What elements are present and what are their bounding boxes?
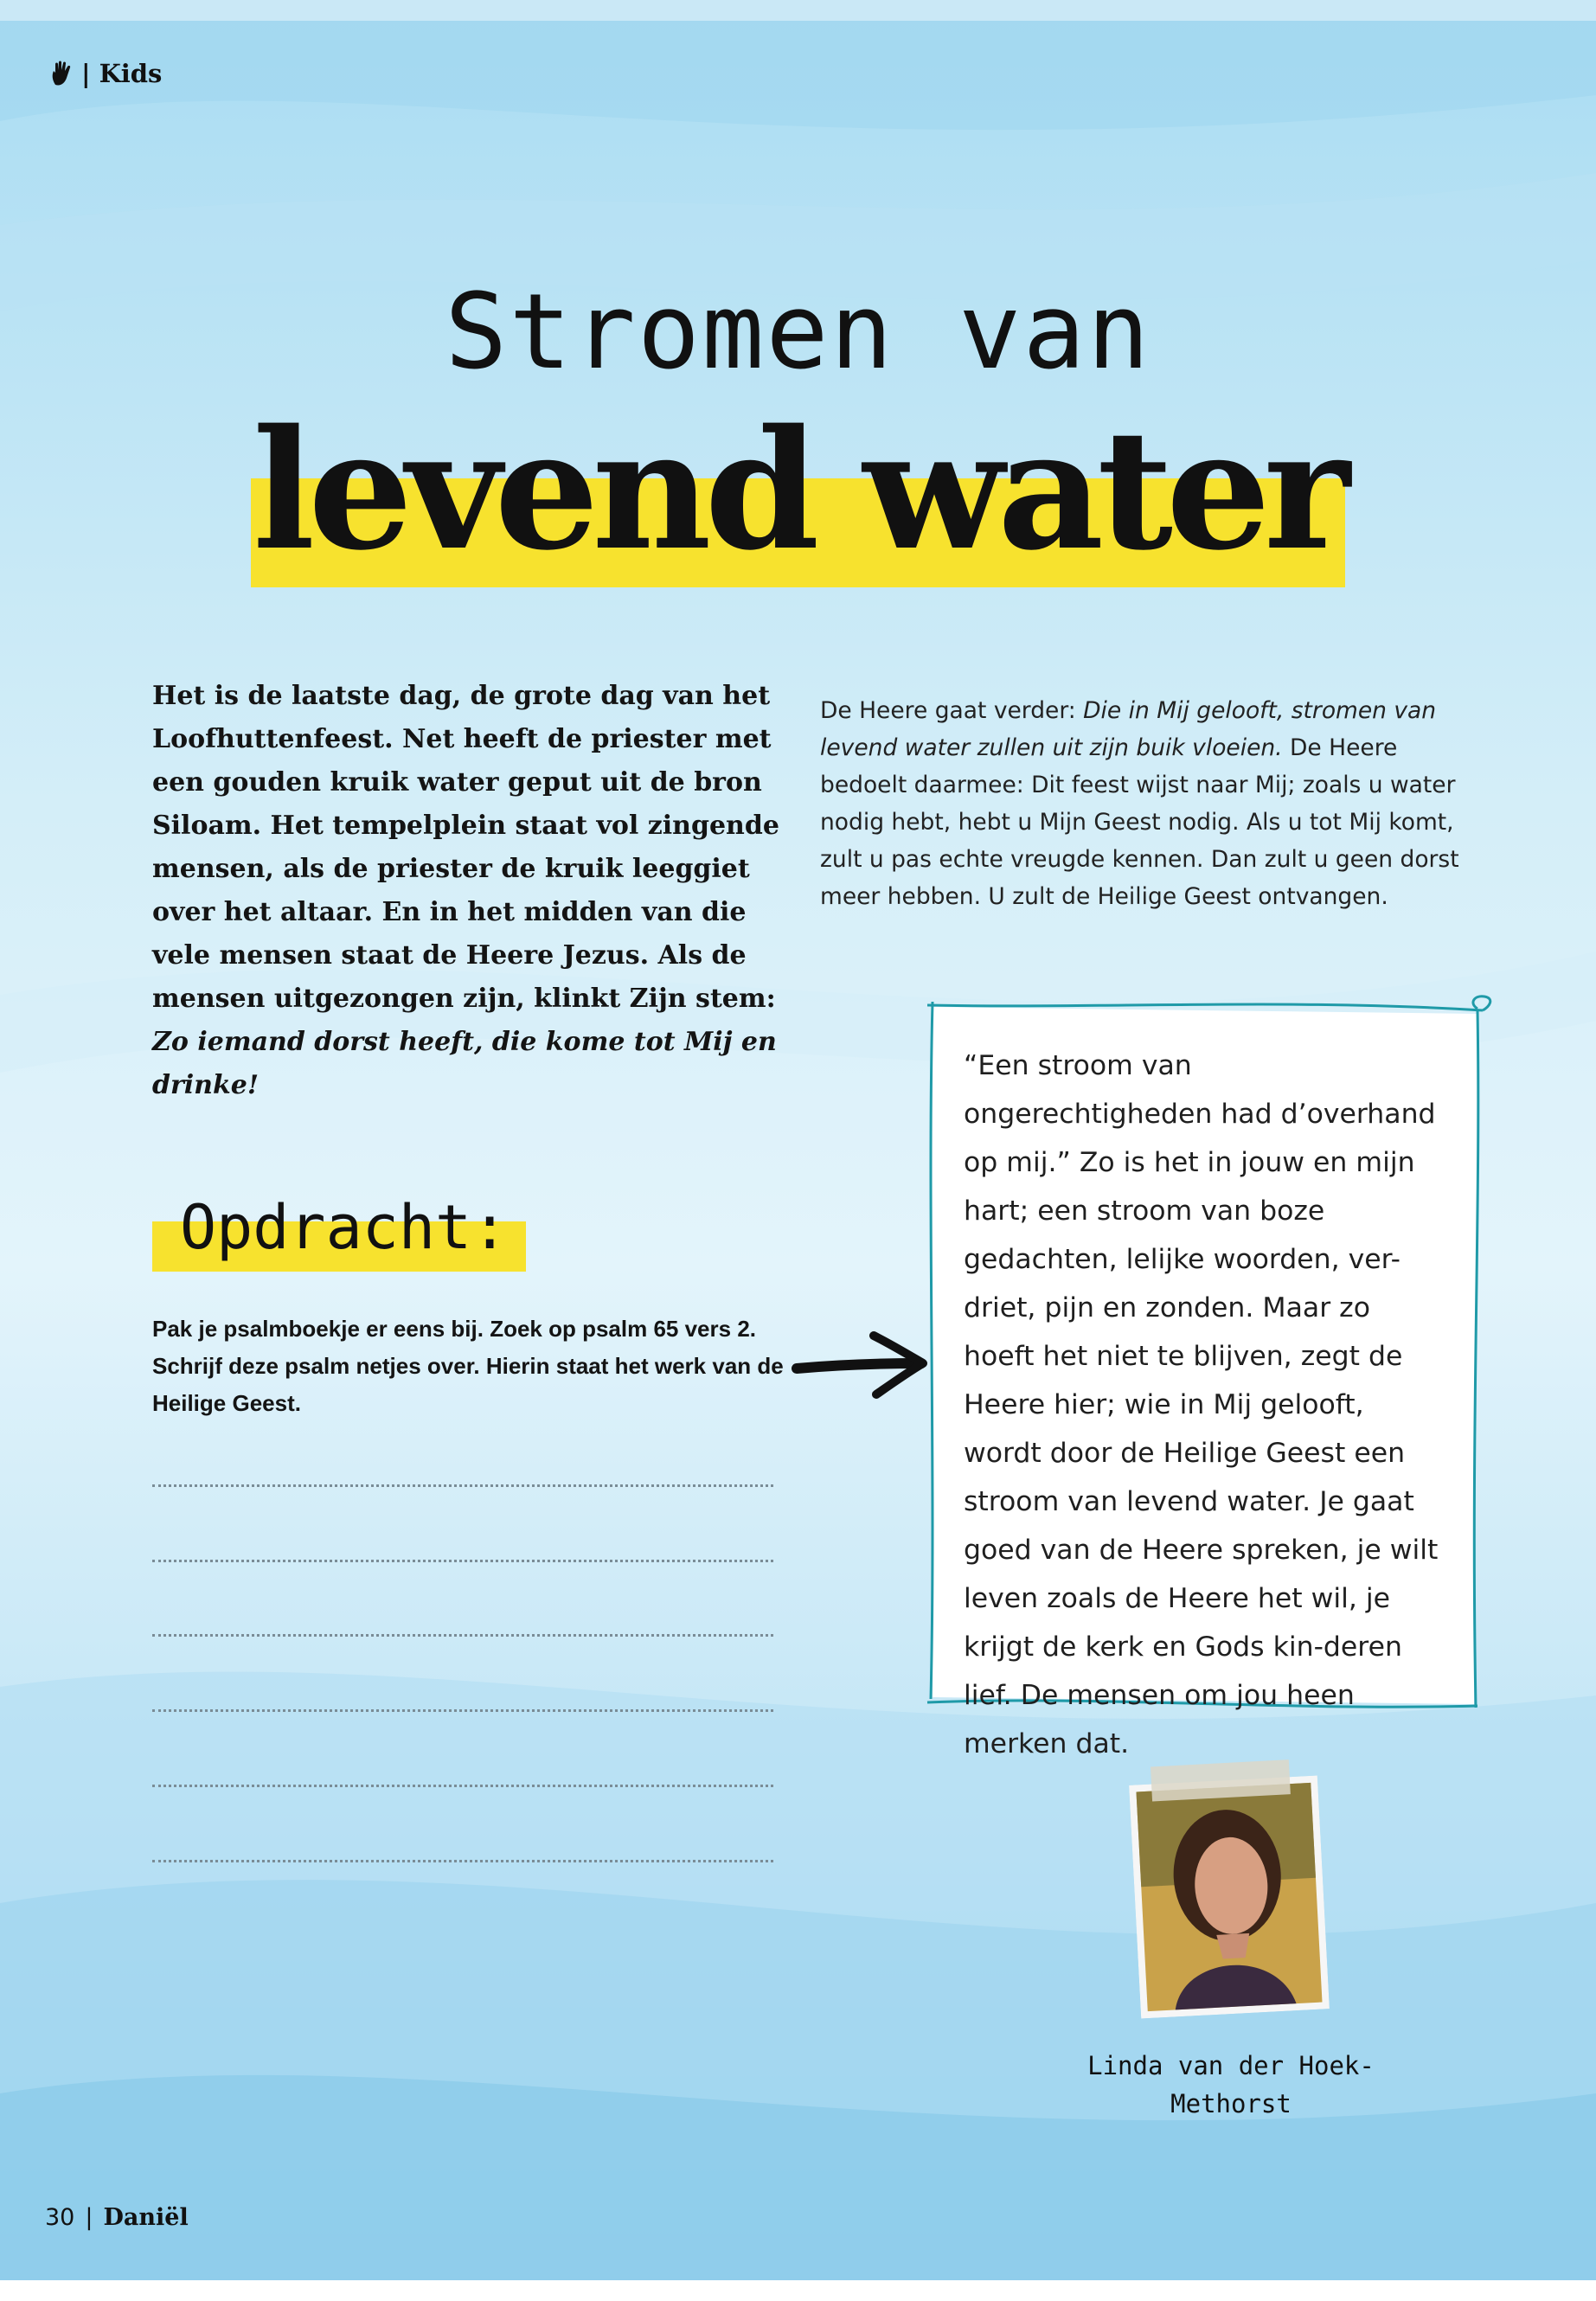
author-line-2: Methorst (1170, 2089, 1292, 2118)
col2-lead: De Heere gaat verder: (820, 697, 1076, 724)
writing-line[interactable] (152, 1785, 773, 1787)
writing-line[interactable] (152, 1560, 773, 1562)
intro-paragraph (152, 675, 792, 1107)
tape (1151, 1759, 1291, 1801)
quote-box-text: “Een stroom van ongerechtigheden had d’overhand op mij.” Zo is het in jouw en mijn hart; een stroom van boze gedachten, lelijke woorden, ver-driet, pijn en zonden. Maar zo hoeft het niet te blijven, zegt de Heere hier; wie in Mij gelooft, wordt door de Heilige Geest een stroom van levend water. Je gaat goed van de Heere spreken, je wilt leven zoals de Heere het wil, je krijgt de kerk en Gods kin-deren lief. De mensen om jou heen merken dat. (964, 1050, 1439, 1759)
page-number: 30 (45, 2204, 75, 2231)
writing-line[interactable] (152, 1860, 773, 1862)
assignment-heading: Opdracht: (180, 1192, 509, 1263)
author-line-1: Linda van der Hoek- (1087, 2051, 1375, 2080)
section-name: Kids (99, 59, 163, 88)
writing-line[interactable] (152, 1484, 773, 1487)
writing-line[interactable] (152, 1709, 773, 1712)
author-portrait (1129, 1775, 1330, 2018)
hand-icon (50, 61, 73, 87)
section-label (50, 59, 162, 88)
title-line-2: levend water (253, 394, 1343, 586)
col2-quote: Die in Mij gelooft, stromen van levend water zullen uit zijn buik vloeien. (820, 697, 1437, 761)
page-footer (45, 2204, 189, 2231)
intro-quote: Zo iemand dorst heeft, die kome tot Mij en drinke! (152, 1027, 777, 1100)
magazine-name: Daniël (103, 2204, 189, 2231)
title-line-1: Stromen van (445, 272, 1151, 393)
arrow-icon (792, 1325, 934, 1403)
column-2-paragraph (820, 692, 1460, 915)
section-divider: | (81, 59, 91, 88)
writing-line[interactable] (152, 1634, 773, 1637)
assignment-text: Pak je psalmboekje er eens bij. Zoek op psalm 65 vers 2. Schrijf deze psalm netjes over. Hierin staat het werk van de Heilige Geest. (152, 1316, 784, 1416)
author-photo (1129, 1775, 1330, 2018)
col2-rest: De Heere bedoelt daarmee: Dit feest wijst naar Mij; zoals u water nodig hebt, hebt u Mijn Geest nodig. Als u tot Mij komt, zult u pas echte vreugde kennen. Dan zult u geen dorst meer hebben. U zult de Heilige Geest ontvangen. (820, 734, 1459, 910)
intro-text: Het is de laatste dag, de grote dag van het Loofhuttenfeest. Net heeft de priester met een gouden kruik water geput uit de bron Siloam. Het tempelplein staat vol zingende mensen, als de priester de kruik leeggiet over het altaar. En in het midden van die vele mensen staat de Heere Jezus. Als de mensen uitgezongen zijn, klinkt Zijn stem: (152, 681, 779, 1014)
footer-divider: | (85, 2204, 93, 2231)
author-name (1045, 2047, 1417, 2123)
